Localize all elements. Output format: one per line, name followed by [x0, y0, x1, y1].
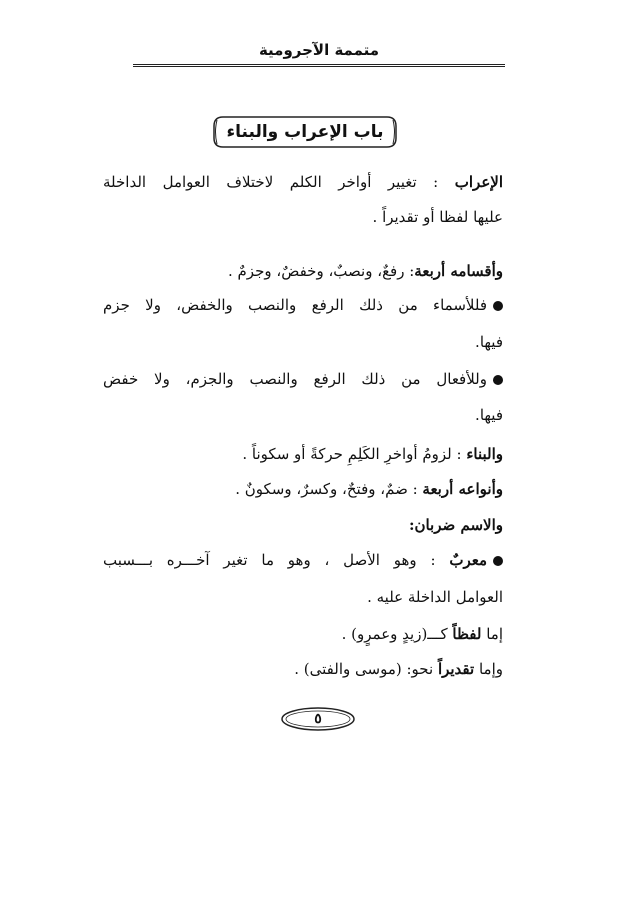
definition-text: فيها.	[475, 406, 503, 424]
definition-text: إما	[481, 625, 503, 643]
term-label: وأقسامه أربعة	[414, 262, 503, 280]
paragraph-line	[235, 480, 503, 498]
definition-text: عليها لفظا أو تقديراً .	[372, 208, 503, 226]
bullet-icon	[493, 556, 503, 566]
chapter-title-frame	[213, 116, 397, 148]
paragraph-line	[242, 445, 503, 463]
term-label: الإعراب	[454, 173, 503, 191]
definition-text: : تغيير أواخر الكلم لاختلاف العوامل الداخلة	[103, 173, 455, 191]
chapter-title: باب الإعراب والبناء	[226, 122, 384, 142]
paragraph-line	[475, 333, 503, 351]
paragraph-line	[373, 208, 503, 226]
definition-text: العوامل الداخلة عليه .	[367, 588, 503, 606]
definition-text: وإما	[474, 660, 503, 678]
paragraph-line	[475, 406, 503, 424]
term-label: لفظاً	[452, 625, 482, 643]
definition-text: : لزومُ أواخرِ الكَلِمِ حركةً أو سكوناً .	[242, 445, 467, 463]
definition-text: وللأفعال من ذلك الرفع والنصب والجزم، ولا خفض	[103, 370, 487, 388]
definition-text: : ضمٌ، وفتحٌ، وكسرٌ، وسكونٌ .	[235, 480, 423, 498]
term-label: وأنواعه أربعة	[422, 480, 503, 498]
page-number: ٥	[314, 711, 322, 727]
definition-text: نحو: (موسى والفتى) .	[294, 660, 438, 678]
paragraph-line	[103, 551, 503, 569]
definition-text: : رفعٌ، ونصبٌ، وخفضٌ، وجزمٌ .	[227, 262, 415, 280]
term-label: والبناء	[466, 445, 503, 463]
paragraph-line	[342, 625, 503, 643]
bullet-icon	[493, 375, 503, 385]
bullet-icon	[493, 301, 503, 311]
paragraph-line	[294, 660, 503, 678]
term-label: معربٌ	[449, 551, 487, 569]
running-header-title: متممة الآجرومية	[258, 41, 380, 59]
paragraph-line	[228, 262, 503, 280]
definition-text: : وهو الأصل ، وهو ما تغير آخـــره بـــسبب	[103, 551, 450, 569]
paragraph-line	[103, 173, 503, 191]
page-number-badge	[280, 706, 356, 732]
paragraph-line	[367, 588, 503, 606]
paragraph-line	[103, 296, 503, 314]
header-divider	[133, 64, 505, 67]
definition-text: فيها.	[475, 333, 503, 351]
definition-text: كـــ(زيدٍ وعمرٍو) .	[341, 625, 453, 643]
section-heading: والاسم ضربان:	[408, 516, 503, 534]
definition-text: فللأسماء من ذلك الرفع والنصب والخفض، ولا جزم	[103, 296, 487, 314]
term-label: تقديراً	[437, 660, 475, 678]
paragraph-line	[103, 370, 503, 388]
paragraph-line	[409, 516, 503, 534]
